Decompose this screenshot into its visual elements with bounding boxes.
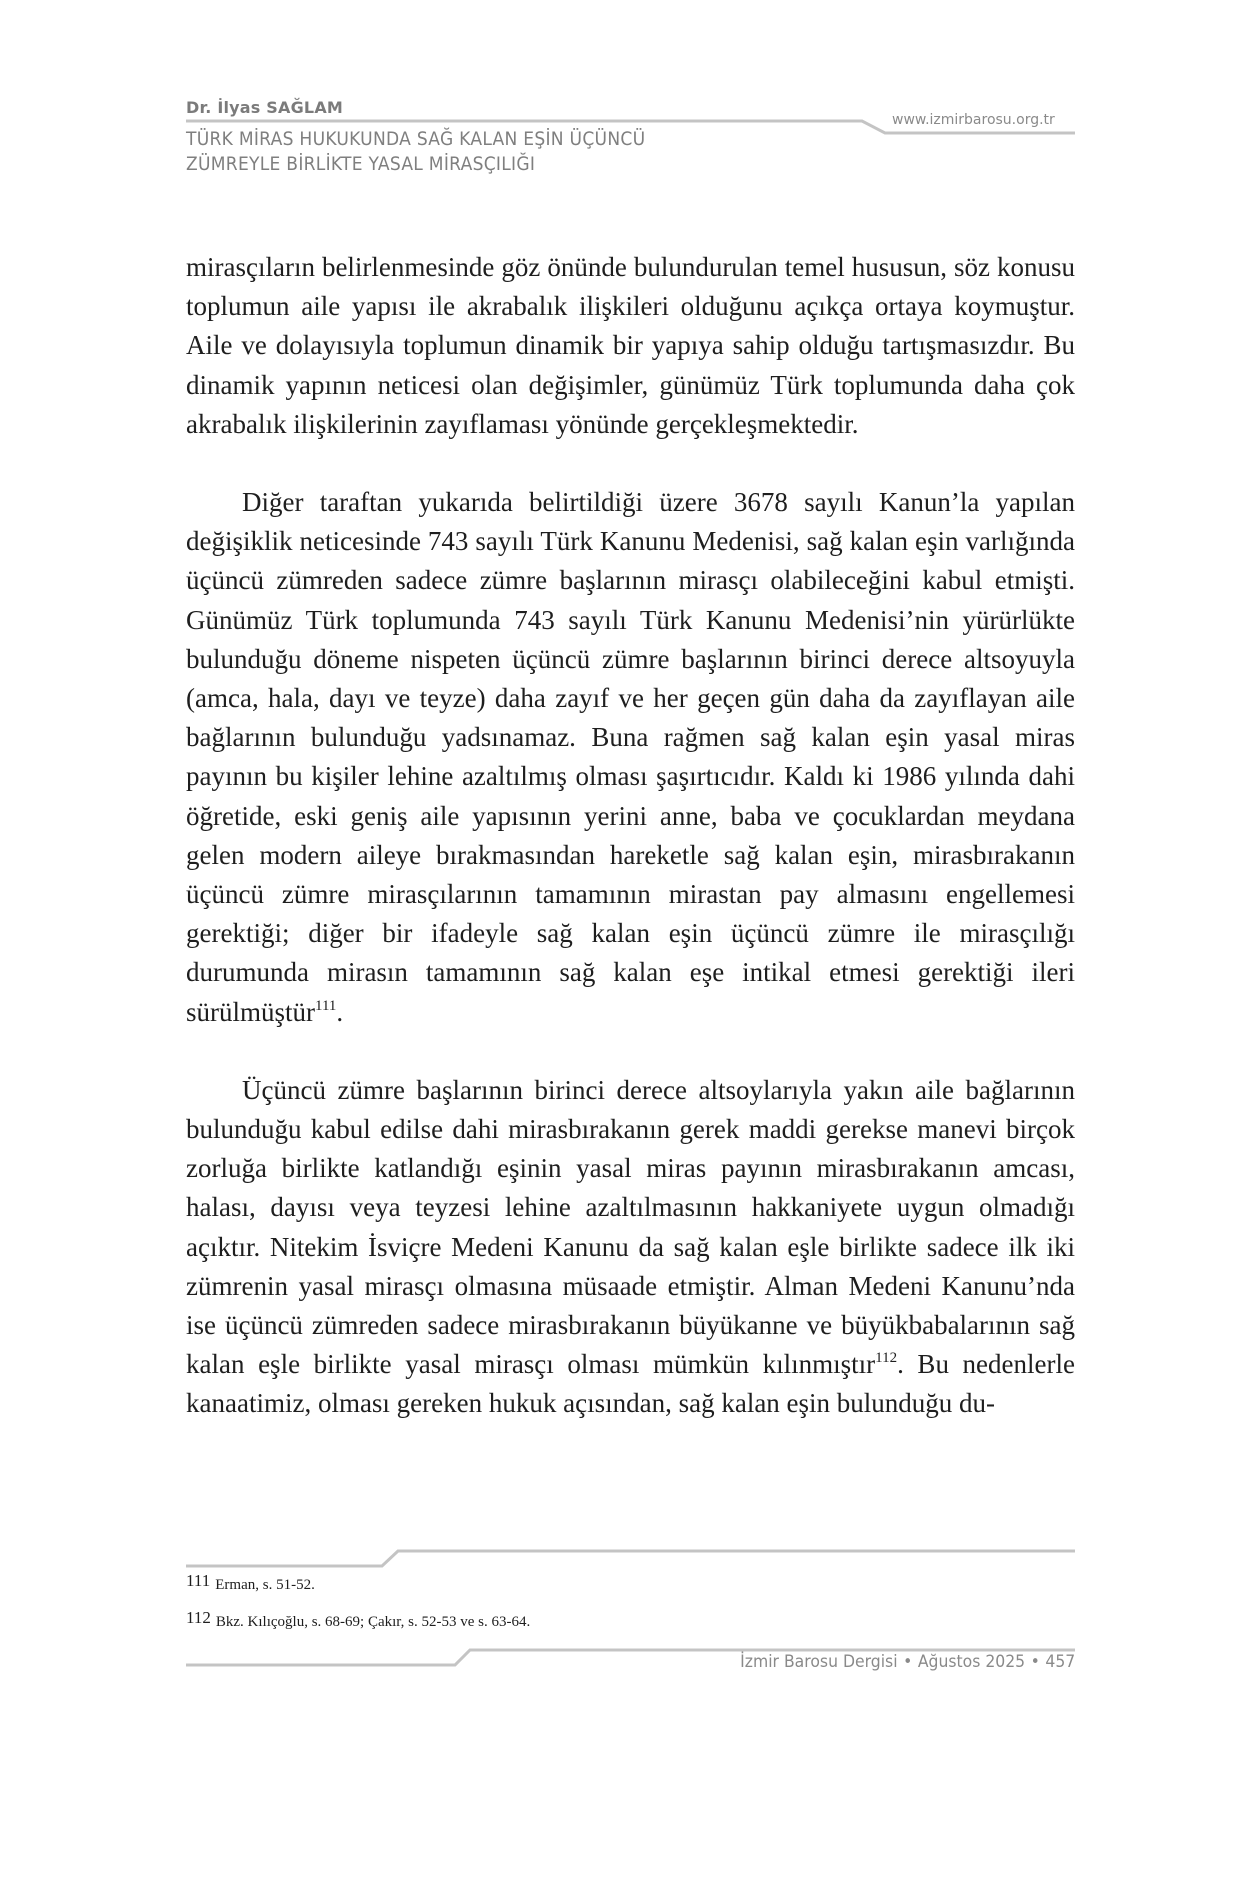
footnote-separator-rule	[186, 1551, 1075, 1566]
footnote-text: Erman, s. 51-52.	[215, 1577, 315, 1593]
paragraph-2	[186, 483, 1075, 1032]
paragraph-2-text: Diğer taraftan yukarıda belirtildiği üzere 3678 sayılı Kanun’la yapılan değişiklik neticesinde 743 sayılı Türk Kanunu Medenisi, sağ kalan eşin varlığında üçüncü zümreden sadece zümre başlarının mirasçı olabileceğini kabul etmişti. Günümüz Türk toplumunda 743 sayılı Türk Kanunu Medenisi’nin yürürlükte bulunduğu döneme nispeten üçüncü zümre başlarının birinci derece altsoyuyla (amca, hala, dayı ve teyze) daha zayıf ve her geçen gün daha da zayıflayan aile bağlarının bulunduğu yadsınamaz. Buna rağmen sağ kalan eşin yasal miras payının bu kişiler lehine azaltılmış olması şaşırtıcıdır. Kaldı ki 1986 yılında dahi öğretide, eski geniş aile yapısının yerini anne, baba ve çocuklardan meydana gelen modern aileye bırakmasından hareketle sağ kalan eşin, mirasbırakanın üçüncü zümre mirasçılarının tamamının mirastan pay almasını engellemesi gerektiği; diğer bir ifadeyle sağ kalan eşin üçüncü zümre ile mirasçılığı durumunda mirasın tamamının sağ kalan eşe intikal etmesi gerektiği ileri sürülmüştür	[186, 487, 1075, 1027]
footnotes	[186, 1571, 1075, 1648]
footnote-number: 111	[186, 1571, 211, 1590]
header-title-line-1: TÜRK MİRAS HUKUKUNDA SAĞ KALAN EŞİN ÜÇÜNCÜ	[186, 128, 646, 150]
footnote-ref-111[interactable]: 111	[315, 997, 337, 1014]
footnote-number: 112	[186, 1608, 211, 1627]
paragraph-3	[186, 1071, 1075, 1424]
issue-date: Ağustos 2025	[917, 1652, 1025, 1672]
footnote-111	[186, 1571, 1075, 1595]
header-rule	[186, 121, 1075, 133]
journal-name: İzmir Barosu Dergisi	[739, 1652, 898, 1672]
footnote-112	[186, 1608, 1075, 1632]
bullet-separator: •	[902, 1652, 913, 1672]
page-number: 457	[1045, 1652, 1075, 1672]
paragraph-1: mirasçıların belirlenmesinde göz önünde bulundurulan temel hususun, söz konusu toplumun aile yapısı ile akrabalık ilişkileri olduğunu açıkça ortaya koymuştur. Aile ve dolayısıyla toplumun dinamik bir yapıya sahip olduğu tartışmasızdır. Bu dinamik yapının neticesi olan değişimler, günümüz Türk toplumunda daha çok akrabalık ilişkilerinin zayıflaması yönünde gerçekleşmektedir.	[186, 252, 1075, 439]
header-author: Dr. İlyas SAĞLAM	[186, 98, 344, 117]
paragraph-2-end: .	[336, 996, 344, 1027]
paragraph-3-text: Üçüncü zümre başlarının birinci derece altsoylarıyla yakın aile bağlarının bulunduğu kabul edilse dahi mirasbırakanın gerek maddi gerekse manevi birçok zorluğa birlikte katlandığı eşinin yasal miras payının mirasbırakanın amcası, halası, dayısı veya teyzesi lehine azaltılmasının hakkaniyete uygun olmadığı açıktır. Nitekim İsviçre Medeni Kanunu da sağ kalan eşle birlikte sadece ilk iki zümrenin yasal mirasçı olmasına müsaade etmiştir. Alman Medeni Kanunu’nda ise üçüncü zümreden sadece mirasbırakanın büyükanne ve büyükbabalarının sağ kalan eşle birlikte yasal mirasçı olması mümkün kılınmıştır	[186, 1074, 1075, 1380]
header-title-line-2: ZÜMREYLE BİRLİKTE YASAL MİRASÇILIĞI	[186, 153, 536, 175]
article-body	[186, 248, 1075, 1424]
header-website-url: www.izmirbarosu.org.tr	[892, 112, 1055, 128]
bullet-separator: •	[1030, 1652, 1040, 1672]
page-footer	[740, 1652, 1075, 1672]
paragraph-3-continuation: . Bu nedenlerle kanaatimiz, olması gereken hukuk açısından, sağ kalan eşin bulunduğu du-	[186, 1349, 1075, 1419]
footnote-text: Bkz. Kılıçoğlu, s. 68-69; Çakır, s. 52-53 ve s. 63-64.	[215, 1614, 531, 1630]
footnote-ref-112[interactable]: 112	[875, 1350, 898, 1367]
